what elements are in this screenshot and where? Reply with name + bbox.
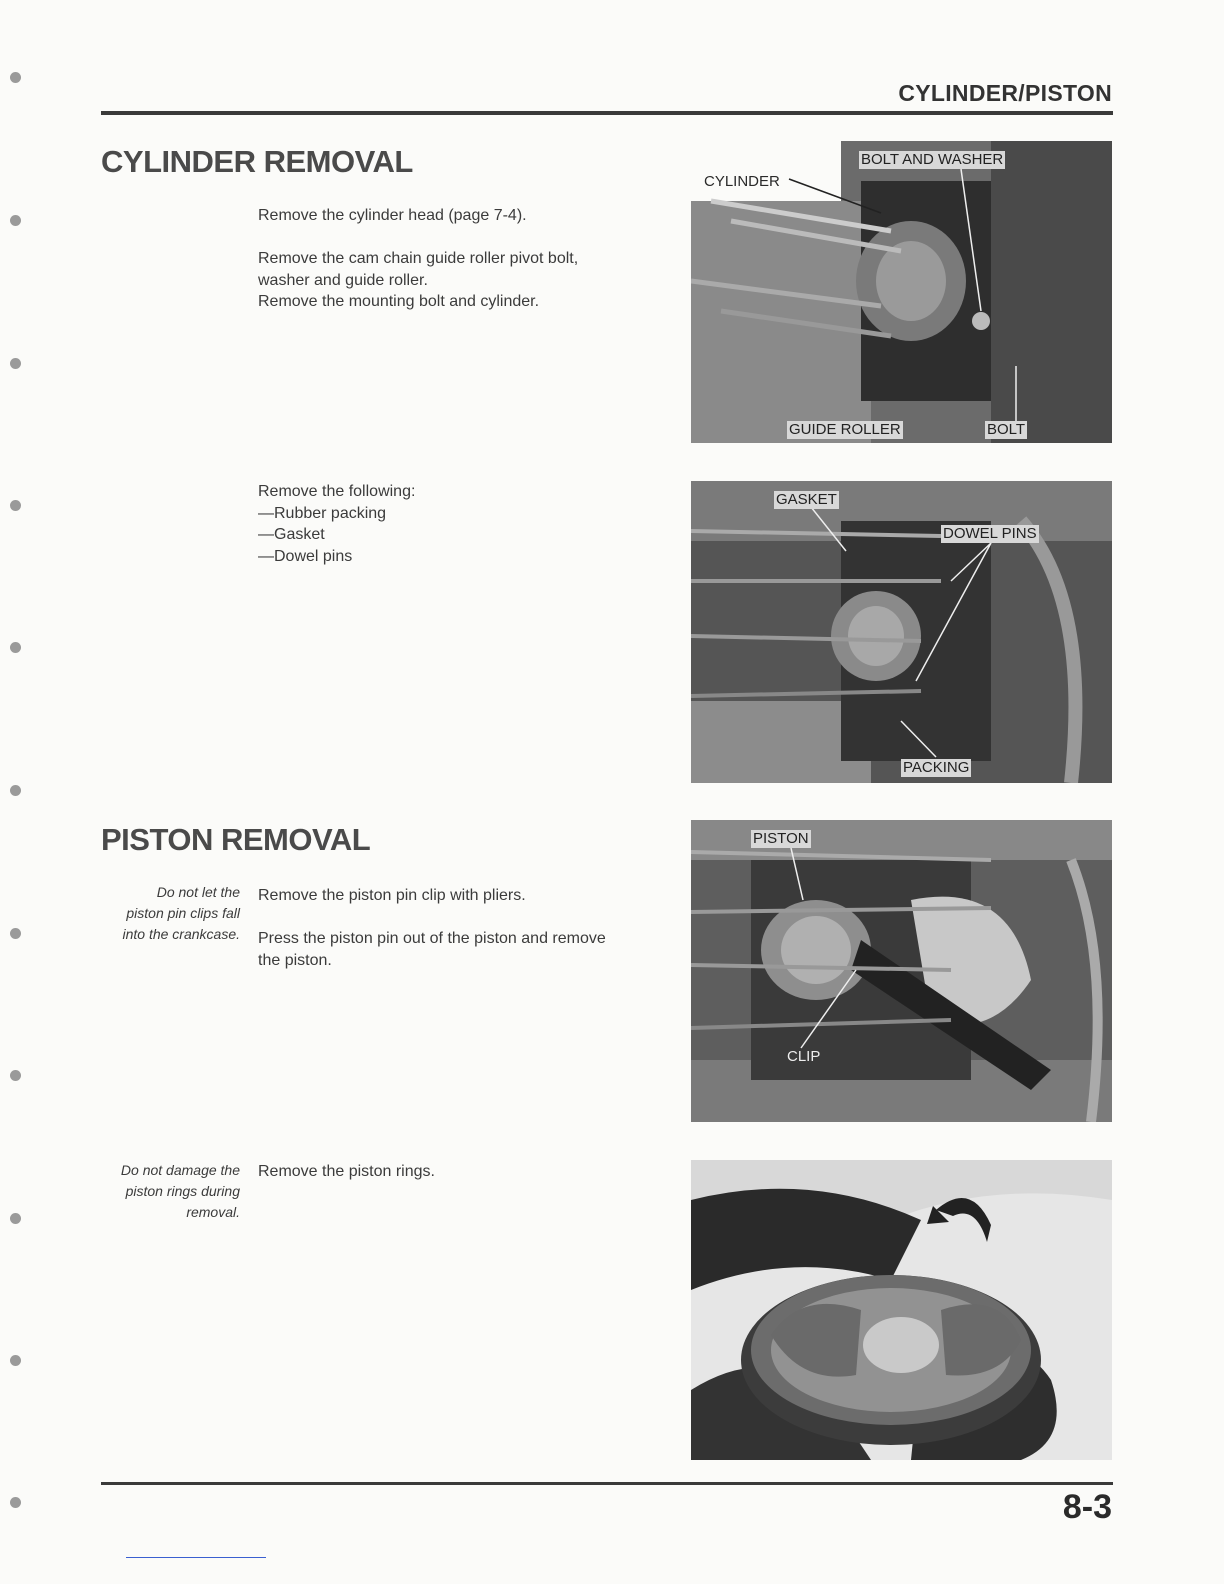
note-line: Do not let the	[156, 884, 240, 900]
binder-hole	[10, 642, 21, 653]
binder-hole	[10, 928, 21, 939]
footer-rule	[101, 1482, 1113, 1485]
step-line: washer and guide roller.	[258, 271, 428, 289]
binder-hole	[10, 1070, 21, 1081]
cylinder-step-1	[258, 205, 676, 227]
photo-cylinder-bolts	[691, 141, 1112, 443]
label-dowel-pins: DOWEL PINS	[943, 525, 1037, 542]
step-line: Remove the cam chain guide roller pivot bolt,	[258, 250, 579, 267]
label-cylinder: CYLINDER	[704, 173, 780, 190]
binder-hole	[10, 358, 21, 369]
photo-piston-rings	[691, 1160, 1112, 1460]
piston-removal-title: PISTON REMOVAL	[101, 822, 371, 857]
step-text: Remove the piston rings.	[258, 1163, 435, 1180]
step-line: Remove the following:	[258, 483, 416, 500]
step-line: —Gasket	[258, 526, 325, 543]
cylinder-step-3	[258, 481, 676, 567]
piston-ring-caution-note	[96, 1160, 240, 1223]
note-line: removal.	[186, 1204, 240, 1220]
step-line: —Rubber packing	[258, 504, 387, 522]
step-line: the piston.	[258, 951, 332, 969]
step-line: —Dowel pins	[258, 547, 353, 565]
binder-hole	[10, 215, 21, 226]
label-bolt: BOLT	[987, 421, 1026, 438]
note-line: piston pin clips fall	[126, 905, 240, 921]
step-line: Press the piston pin out of the piston and remove	[258, 930, 606, 947]
binder-hole	[10, 1355, 21, 1366]
note-line: piston rings during	[125, 1183, 240, 1199]
binder-hole	[10, 1497, 21, 1508]
label-packing: PACKING	[903, 759, 970, 776]
step-line: Remove the mounting bolt and cylinder.	[258, 293, 540, 310]
photo-piston-graphic	[691, 820, 1112, 1122]
label-guide-roller: GUIDE ROLLER	[789, 421, 901, 438]
page-number: 8-3	[1062, 1488, 1112, 1526]
label-bolt-and-washer: BOLT AND WASHER	[861, 151, 1004, 168]
binder-hole	[10, 785, 21, 796]
piston-step-2	[258, 928, 676, 971]
photo-gasket-graphic	[691, 481, 1112, 783]
running-header: CYLINDER/PISTON	[898, 80, 1112, 106]
header-rule	[101, 111, 1113, 115]
binder-hole	[10, 500, 21, 511]
note-line: into the crankcase.	[122, 926, 240, 942]
label-gasket: GASKET	[776, 491, 837, 508]
note-line: Do not damage the	[120, 1162, 240, 1178]
photo-rings-graphic	[691, 1160, 1112, 1460]
binder-hole	[10, 1213, 21, 1224]
cylinder-removal-title: CYLINDER REMOVAL	[101, 144, 413, 179]
photo-gasket-dowel-pins	[691, 481, 1112, 783]
step-text: Remove the cylinder head (page 7-4).	[258, 207, 527, 224]
piston-step-3	[258, 1161, 676, 1183]
label-clip: CLIP	[787, 1048, 821, 1065]
piston-clip-caution-note	[96, 882, 240, 945]
binder-hole	[10, 72, 21, 83]
bottom-underline	[126, 1557, 266, 1558]
piston-step-1	[258, 885, 676, 907]
label-piston: PISTON	[753, 830, 809, 847]
cylinder-step-2	[258, 248, 676, 313]
photo-piston-clip	[691, 820, 1112, 1122]
step-text: Remove the piston pin clip with pliers.	[258, 887, 526, 904]
